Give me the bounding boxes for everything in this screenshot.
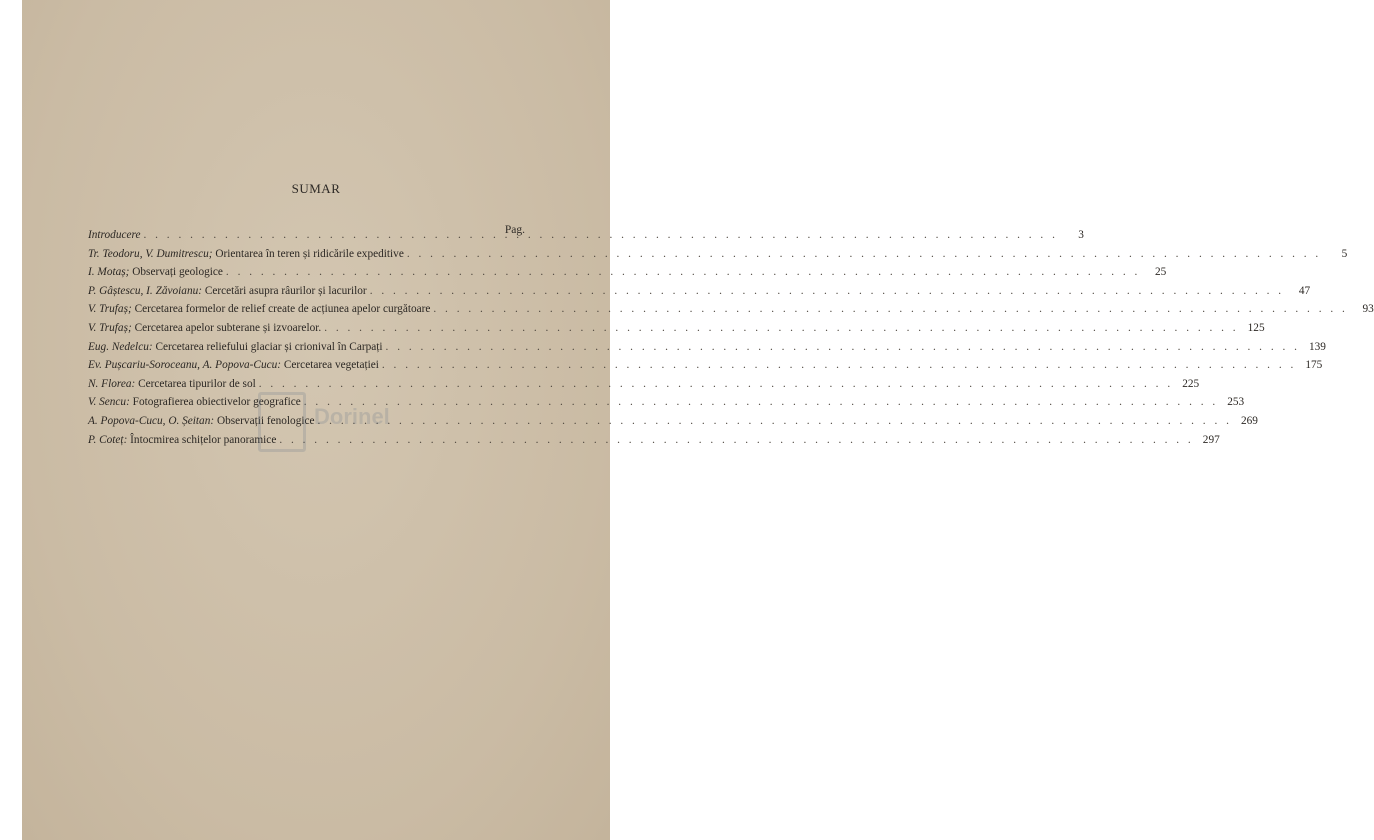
toc-author: V. Trufaș;	[88, 321, 132, 334]
toc-author: V. Sencu:	[88, 396, 130, 409]
toc-title: Cercetarea reliefului glaciar și crionival în Carpați	[155, 340, 383, 353]
toc-entry	[88, 321, 1265, 341]
toc-entry	[88, 247, 1348, 267]
toc-title: Observații fenologice	[216, 414, 315, 427]
toc-page-number: 175	[1305, 359, 1323, 372]
toc-entry	[88, 266, 1167, 285]
toc-author: A. Popova-Cucu, O. Șeitan:	[88, 414, 215, 427]
toc-title: Întocmirea schițelor panoramice	[130, 433, 277, 446]
toc-page-number: 269	[1240, 414, 1258, 427]
watermark-text: Dorinel	[314, 404, 390, 429]
book-page	[22, 0, 1374, 840]
toc-author: Introducere	[88, 229, 141, 241]
toc-page-number: 3	[1078, 229, 1084, 241]
toc-page-number: 25	[1155, 266, 1167, 279]
toc-title: Cercetarea apelor subterane și izvoarelor.	[134, 321, 322, 334]
toc-title: Fotografierea obiectivelor geografice	[132, 396, 301, 409]
toc-entry	[88, 359, 1323, 378]
watermark-frame-icon	[258, 392, 306, 452]
toc-title: Observați geologice	[132, 266, 223, 279]
toc-page-number: 125	[1247, 321, 1265, 334]
toc-page-number: 93	[1362, 303, 1374, 316]
toc-entry	[88, 340, 1326, 360]
toc-title: Cercetări asupra râurilor și lacurilor	[204, 284, 367, 297]
toc-entry	[88, 303, 1374, 322]
page-column-label: Pag.	[504, 224, 525, 236]
toc-author: P. Coteț:	[88, 433, 128, 446]
toc-author: P. Gâștescu, I. Zăvoianu:	[88, 284, 203, 297]
watermark-logo	[258, 392, 448, 460]
toc-page-number: 47	[1298, 284, 1311, 297]
toc-author: V. Trufaș;	[88, 303, 132, 316]
page-title: SUMAR	[291, 181, 341, 196]
toc-entry	[88, 284, 1311, 304]
toc-page-number: 225	[1182, 377, 1200, 390]
toc-page-number: 139	[1309, 340, 1326, 353]
toc-author: I. Motaș;	[88, 266, 130, 279]
toc-author: Eug. Nedelcu:	[88, 340, 153, 353]
toc-page-number: 297	[1202, 433, 1220, 446]
toc-title: Cercetarea vegetației	[283, 359, 379, 372]
toc-title: Orientarea în teren și ridicările expeditive	[215, 247, 404, 260]
toc-author: Tr. Teodoru, V. Dumitrescu;	[88, 247, 213, 260]
toc-page-number: 5	[1341, 247, 1348, 260]
toc-author: Ev. Pușcariu-Soroceanu, A. Popova-Cucu:	[88, 359, 282, 372]
toc-page-number: 253	[1227, 396, 1245, 409]
toc-author: N. Florea:	[88, 377, 136, 390]
toc-entry	[88, 229, 1084, 248]
toc-title: Cercetarea tipurilor de sol	[138, 377, 256, 390]
toc-title: Cercetarea formelor de relief create de acțiunea apelor curgătoare	[134, 303, 431, 316]
